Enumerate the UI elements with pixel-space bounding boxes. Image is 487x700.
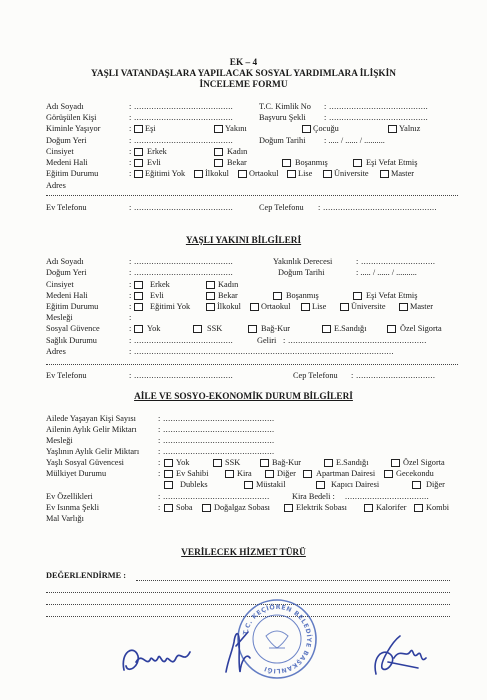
field-tc[interactable]: : ........................................ [324,102,429,111]
option-soba: Soba [176,503,193,512]
checkbox-yakini[interactable] [214,125,223,133]
checkbox-rel-esandigi[interactable] [322,325,331,333]
option-elektrik: Elektrik Sobası [296,503,347,512]
option-fam-ozel: Özel Sigorta [403,458,445,467]
option-dogalgaz: Doğalgaz Sobası [214,503,270,512]
checkbox-dogalgaz[interactable] [202,504,211,512]
checkbox-bekar[interactable] [214,159,223,167]
checkbox-cocugu[interactable] [302,125,311,133]
checkbox-rel-master[interactable] [399,303,408,311]
option-ortaokul: Ortaokul [249,169,279,178]
option-rel-esandigi: E.Sandığı [334,324,367,333]
checkbox-es[interactable] [134,125,143,133]
checkbox-rel-bekar[interactable] [206,292,215,300]
field-fam-meslegi[interactable]: : ............................................. [158,436,275,445]
section-title-relative: YAŞLI YAKINI BİLGİLERİ [185,236,302,246]
checkbox-kalorifer[interactable] [364,504,373,512]
checkbox-fam-ssk[interactable] [213,459,222,467]
checkbox-fam-bagkur[interactable] [260,459,269,467]
label-rel-adres: Adres [46,347,66,356]
label-rel-dogum-tarihi: Doğum Tarihi [278,268,325,277]
option-rel-erkek: Erkek [150,280,170,289]
checkbox-fam-ozel[interactable] [391,459,400,467]
option-fam-yok: Yok [176,458,190,467]
annex-code: EK – 4 [229,58,258,68]
label-rel-geliri: Geliri [257,336,277,345]
option-rel-egitimi-yok: Eğitimi Yok [150,302,191,311]
field-kira-bedeli[interactable]: .................................. [345,492,430,501]
checkbox-rel-bagkur[interactable] [248,325,257,333]
field-rel-adres[interactable]: : ......................................................................................................... [129,347,394,356]
field-rel-adres-line2[interactable] [46,364,458,365]
label-cep-tel: Cep Telefonu [259,203,304,212]
option-rel-yok: Yok [147,324,161,333]
option-dubleks: Dubleks [180,480,208,489]
checkbox-rel-ilkokul[interactable] [206,303,215,311]
label-rel-sosyal: Sosyal Güvence [46,324,100,333]
option-esi-vefat: Eşi Vefat Etmiş [366,158,418,167]
label-isinma: Ev Isınma Şekli [46,503,100,512]
option-fam-esandigi: E.Sandığı [336,458,369,467]
field-gorusulen[interactable]: : ........................................ [129,113,234,122]
checkbox-rel-yok[interactable] [134,325,143,333]
option-kombi: Kombi [426,503,450,512]
checkbox-ilkokul[interactable] [194,170,203,178]
option-bosanmis: Boşanmış [295,158,328,167]
checkbox-fam-yok[interactable] [164,459,173,467]
label-mal-varligi: Mal Varlığı [46,514,84,523]
option-rel-evli: Evli [150,291,164,300]
option-universite: Üniversite [334,169,369,178]
checkbox-diger[interactable] [265,470,274,478]
label-rel-dogum-yeri: Doğum Yeri [46,268,87,277]
label-rel-meslegi: Mesleği [46,313,73,322]
colon: : [129,124,132,133]
option-ilkokul: İlkokul [205,169,229,178]
label-rel-saglik: Sağlık Durumu [46,336,97,345]
checkbox-rel-ssk[interactable] [193,325,202,333]
section-title-service: VERİLECEK HİZMET TÜRÜ [181,548,306,558]
label-rel-cinsiyet: Cinsiyet [46,280,74,289]
field-rel-yakinlik[interactable]: : .............................. [356,257,436,266]
option-master: Master [391,169,415,178]
checkbox-ortaokul[interactable] [238,170,247,178]
option-rel-universite: Üniversite [351,302,386,311]
option-rel-master: Master [410,302,434,311]
option-rel-bekar: Bekar [218,291,238,300]
label-tc: T.C. Kimlik No [259,102,311,111]
checkbox-elektrik[interactable] [284,504,293,512]
checkbox-ev-sahibi[interactable] [164,470,173,478]
field-rel-ad-soyadi[interactable]: : ........................................ [129,257,234,266]
label-fam-meslegi: Mesleği [46,436,73,445]
field-degerlendirme-line1[interactable] [136,580,450,581]
checkbox-rel-esi-vefat[interactable] [353,292,362,300]
checkbox-diger2[interactable] [412,481,421,489]
option-mustakil: Müstakil [256,480,286,489]
field-degerlendirme-line2[interactable] [46,592,450,593]
label-mulkiyet: Mülkiyet Durumu [46,469,107,478]
checkbox-fam-esandigi[interactable] [324,459,333,467]
checkbox-esi-vefat[interactable] [353,159,362,167]
label-adres: Adres [46,181,66,190]
colon: : [158,469,161,478]
option-rel-lise: Lise [312,302,327,311]
field-ad-soyadi[interactable]: : ........................................ [129,102,234,111]
colon: : [129,280,132,289]
field-basvuru[interactable]: : ........................................ [324,113,429,122]
checkbox-kapici[interactable] [316,481,325,489]
option-lise: Lise [298,169,313,178]
option-diger2: Diğer [426,480,445,489]
colon: : [129,158,132,167]
checkbox-mustakil[interactable] [244,481,253,489]
label-rel-cep-tel: Cep Telefonu [293,371,338,380]
label-gorusulen: Görüşülen Kişi [46,113,97,122]
label-medeni: Medeni Hali [46,158,88,167]
colon: : [158,503,161,512]
checkbox-dubleks[interactable] [164,481,173,489]
option-diger: Diğer [277,469,296,478]
checkbox-evli[interactable] [134,159,143,167]
option-rel-ozel: Özel Sigorta [400,324,442,333]
label-kiminle: Kiminle Yaşıyor [46,124,101,133]
signature-right [370,628,430,682]
checkbox-rel-bosanmis[interactable] [273,292,282,300]
checkbox-rel-lise[interactable] [301,303,310,311]
option-apartman: Apartman Dairesi [316,469,376,478]
colon: : [158,458,161,467]
checkbox-rel-ozel[interactable] [387,325,396,333]
label-ad-soyadi: Adı Soyadı [46,102,84,111]
field-cep-tel[interactable]: : .............................................. [318,203,437,212]
option-ev-sahibi: Ev Sahibi [176,469,209,478]
field-kisi-sayisi[interactable]: : ............................................. [158,414,275,423]
option-kadin: Kadın [227,147,248,156]
field-ev-ozellik[interactable]: : ........................................... [158,492,270,501]
field-rel-cep-tel[interactable]: : ................................ [351,371,436,380]
field-dogum-yeri[interactable]: : ........................................ [129,136,234,145]
checkbox-rel-erkek[interactable] [134,281,143,289]
checkbox-rel-universite[interactable] [340,303,349,311]
field-rel-geliri[interactable]: : ........................................................ [283,336,427,345]
checkbox-yalniz[interactable] [388,125,397,133]
colon: : [129,313,132,322]
field-yasli-gelir[interactable]: : ............................................. [158,447,275,456]
checkbox-kombi[interactable] [414,504,423,512]
option-rel-ortaokul: Ortaokul [261,302,291,311]
signature-left [118,640,198,680]
option-yakini: Yakını [225,124,247,133]
svg-text:T.C. KEÇİÖREN BELEDİYE BAŞKANL: T.C. KEÇİÖREN BELEDİYE BAŞKANLIĞI [242,603,313,675]
option-cocugu: Çocuğu [313,124,339,133]
field-rel-dogum-yeri[interactable]: : ........................................ [129,268,234,277]
option-fam-ssk: SSK [225,458,241,467]
option-rel-bagkur: Bağ-Kur [261,324,291,333]
checkbox-apartman[interactable] [303,470,312,478]
field-rel-dogum-tarihi[interactable]: : ..... / ...... / .......... [356,268,417,277]
label-degerlendirme: DEĞERLENDİRME : [46,571,126,580]
label-basvuru: Başvuru Şekli [259,113,306,122]
label-yasli-gelir: Yaşlının Aylık Gelir Miktarı [46,447,140,456]
label-dogum-tarihi: Doğum Tarihi [259,136,306,145]
checkbox-rel-ortaokul[interactable] [250,303,259,311]
checkbox-master[interactable] [380,170,389,178]
checkbox-rel-egitimi-yok[interactable] [134,303,143,311]
label-rel-medeni: Medeni Hali [46,291,88,300]
option-erkek: Erkek [147,147,167,156]
checkbox-soba[interactable] [164,504,173,512]
label-aylik-gelir: Ailenin Aylık Gelir Miktarı [46,425,137,434]
field-rel-saglik[interactable]: : ........................................ [129,336,234,345]
field-rel-ev-tel[interactable]: : ........................................ [129,371,234,380]
label-egitim: Eğitim Durumu [46,169,99,178]
option-es: Eşi [145,124,156,133]
checkbox-universite[interactable] [323,170,332,178]
field-aylik-gelir[interactable]: : ............................................. [158,425,275,434]
option-kira: Kira [237,469,252,478]
form-title-line1: YAŞLI VATANDAŞLARA YAPILACAK SOSYAL YARDIMLARA İLİŞKİN [91,69,396,79]
colon: : [129,302,132,311]
option-yalniz: Yalnız [399,124,421,133]
label-ev-ozellik: Ev Özellikleri [46,492,93,501]
option-gecekondu: Gecekondu [396,469,434,478]
field-dogum-tarihi[interactable]: : ..... / ...... / .......... [324,136,385,145]
option-rel-ilkokul: İlkokul [217,302,241,311]
checkbox-rel-kadin[interactable] [206,281,215,289]
colon: : [129,147,132,156]
label-ev-tel: Ev Telefonu [46,203,87,212]
label-cinsiyet: Cinsiyet [46,147,74,156]
option-evli: Evli [147,158,161,167]
colon: : [129,291,132,300]
field-ev-tel[interactable]: : ........................................ [129,203,234,212]
label-rel-egitim: Eğitim Durumu [46,302,99,311]
label-kisi-sayisi: Ailede Yaşayan Kişi Sayısı [46,414,136,423]
option-bekar: Bekar [227,158,247,167]
checkbox-rel-evli[interactable] [134,292,143,300]
checkbox-kadin[interactable] [214,148,223,156]
checkbox-gecekondu[interactable] [384,470,393,478]
colon: : [129,169,132,178]
label-yasli-sosyal: Yaşlı Sosyal Güvencesi [46,458,124,467]
section-title-family: AİLE VE SOSYO-EKONOMİK DURUM BİLGİLERİ [134,392,353,402]
colon: : [129,324,132,333]
checkbox-erkek[interactable] [134,148,143,156]
label-rel-ev-tel: Ev Telefonu [46,371,87,380]
option-egitimi-yok: Eğitimi Yok [145,169,186,178]
option-fam-bagkur: Bağ-Kur [272,458,302,467]
checkbox-egitimi-yok[interactable] [134,170,143,178]
checkbox-kira[interactable] [225,470,234,478]
checkbox-bosanmis[interactable] [282,159,291,167]
label-dogum-yeri: Doğum Yeri [46,136,87,145]
option-rel-bosanmis: Boşanmış [286,291,319,300]
checkbox-lise[interactable] [287,170,296,178]
label-rel-yakinlik: Yakınlık Derecesi [273,257,333,266]
option-rel-ssk: SSK [207,324,223,333]
label-kira-bedeli: Kira Bedeli : [292,492,335,501]
field-adres-line1[interactable] [46,195,458,196]
label-rel-ad-soyadi: Adı Soyadı [46,257,84,266]
option-rel-esi-vefat: Eşi Vefat Etmiş [366,291,418,300]
option-kalorifer: Kalorifer [376,503,407,512]
form-title-line2: İNCELEME FORMU [199,80,288,90]
option-rel-kadin: Kadın [218,280,239,289]
option-kapici: Kapıcı Dairesi [331,480,380,489]
signature-middle [222,622,262,680]
